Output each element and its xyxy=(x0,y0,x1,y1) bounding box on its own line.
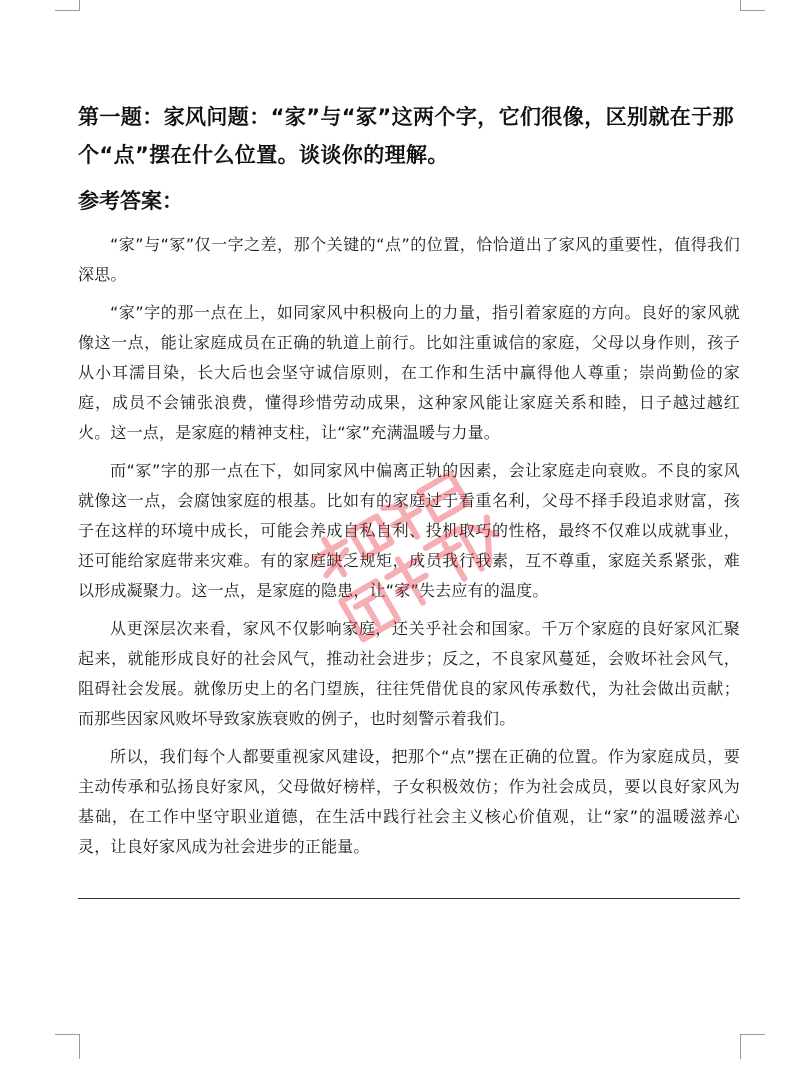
answer-heading: 参考答案： xyxy=(78,189,183,213)
answer-body xyxy=(78,230,740,870)
crop-mark-top-right xyxy=(740,0,765,11)
answer-paragraph-2: “家”字的那一点在上，如同家风中积极向上的力量，指引着家庭的方向。良好的家风就像这一点，能让家庭成员在正确的轨道上前行。比如注重诚信的家庭，父母以身作则，孩子从小耳濡目染，长大后也会坚守诚信原则，在工作和生活中赢得他人尊重；崇尚勤俭的家庭，成员不会铺张浪费，懂得珍惜劳动成果，这种家风能让家庭关系和睦，日子越过越红火。这一点，是家庭的精神支柱，让“家”充满温暖与力量。 xyxy=(78,303,740,442)
answer-paragraph-1: “家”与“冢”仅一字之差，那个关键的“点”的位置，恰恰道出了家风的重要性，值得我们深思。 xyxy=(78,235,740,284)
answer-paragraph-3: 而“冢”字的那一点在下，如同家风中偏离正轨的因素，会让家庭走向衰败。不良的家风就像这一点，会腐蚀家庭的根基。比如有的家庭过于看重名利，父母不择手段追求财富，孩子在这样的环境中成长，可能会养成自私自利、投机取巧的性格，最终不仅难以成就事业，还可能给家庭带来灾难。有的家庭缺乏规矩，成员我行我素，互不尊重，家庭关系紧张，难以形成凝聚力。这一点，是家庭的隐患，让“家”失去应有的温度。 xyxy=(78,461,740,600)
end-divider xyxy=(78,898,740,899)
question-title: 第一题：家风问题：“家”与“冢”这两个字，它们很像，区别就在于那个“点”摆在什么位置。谈谈你的理解。 xyxy=(78,105,735,167)
crop-mark-bottom-left xyxy=(55,1034,80,1059)
answer-paragraph-4: 从更深层次来看，家风不仅影响家庭，还关乎社会和国家。千万个家庭的良好家风汇聚起来，就能形成良好的社会风气，推动社会进步；反之，不良家风蔓延，会败坏社会风气，阻碍社会发展。就像历史上的名门望族，往往凭借优良的家风传承数代，为社会做出贡献；而那些因家风败坏导致家族衰败的例子，也时刻警示着我们。 xyxy=(78,619,740,728)
crop-mark-top-left xyxy=(55,0,80,11)
answer-paragraph-5: 所以，我们每个人都要重视家风建设，把那个“点”摆在正确的位置。作为家庭成员，要主动传承和弘扬良好家风，父母做好榜样，子女积极效仿；作为社会成员，要以良好家风为基础，在工作中坚守职业道德，在生活中践行社会主义核心价值观，让“家”的温暖滋养心灵，让良好家风成为社会进步的正能量。 xyxy=(78,747,740,856)
crop-mark-bottom-right xyxy=(740,1034,765,1059)
